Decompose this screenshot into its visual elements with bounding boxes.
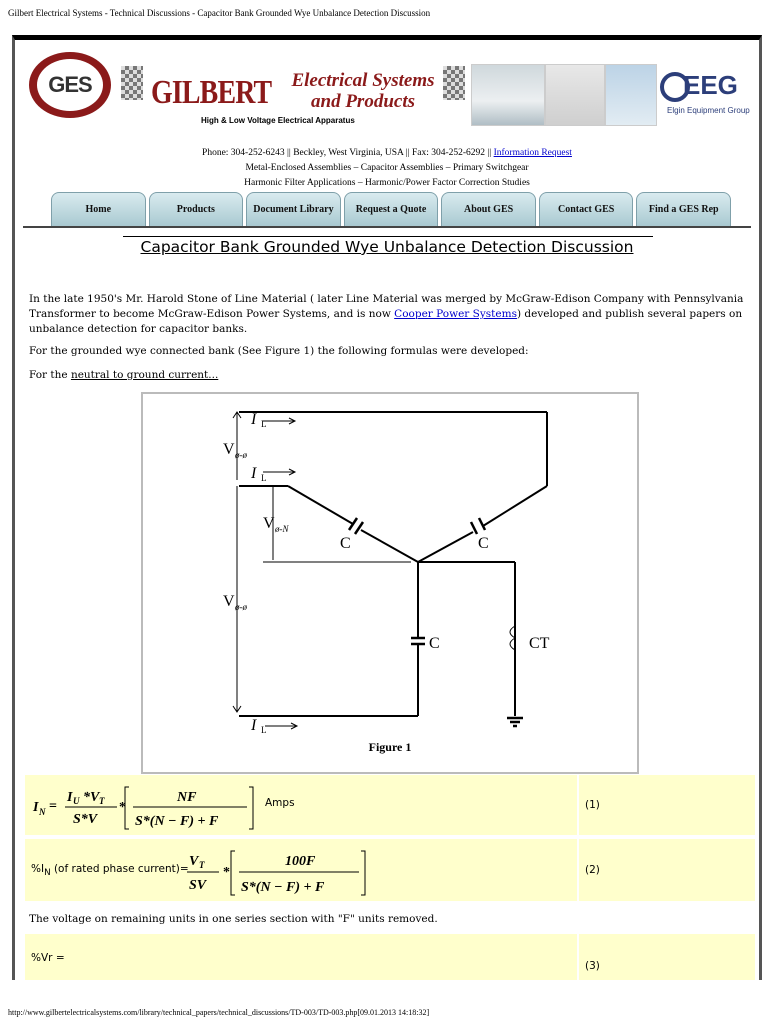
circuit-diagram xyxy=(143,394,637,734)
equation-2-formula xyxy=(185,839,525,901)
branch-left-bottom xyxy=(361,530,418,562)
equation-1 xyxy=(25,775,579,835)
brand-subtitle xyxy=(273,70,453,112)
neutral-current-heading xyxy=(29,368,753,383)
capacitor-photo xyxy=(545,64,605,126)
intro-text-a: In the late 1950's Mr. Harold Stone of Line Material ( later Line Material was merged by McGraw-Edison Company with Pennsylvania Transformer to become McGraw-Edison Power Systems, and is now xyxy=(29,293,744,320)
figure-1 xyxy=(141,392,639,774)
tab-products[interactable]: Products xyxy=(149,192,244,226)
formulas-intro: For the grounded wye connected bank (See Figure 1) the following formulas were developed: xyxy=(29,345,529,357)
cap-right-label: C xyxy=(478,535,489,552)
tab-contact[interactable]: Contact GES xyxy=(539,192,634,226)
cap-left-label: C xyxy=(340,535,351,552)
cap-left-plate-2 xyxy=(355,522,363,534)
vll-sub-main: ø-ø xyxy=(235,602,247,612)
tab-find-rep[interactable]: Find a GES Rep xyxy=(636,192,731,226)
svg-text:S*(N − F) + F: S*(N − F) + F xyxy=(135,814,219,829)
equation-2 xyxy=(25,839,579,901)
print-footer: http://www.gilbertelectricalsystems.com/library/technical_papers/technical_discussions/TD-003/TD-003.php[09.01.2013 14:18:32] xyxy=(8,1008,430,1017)
equation-3-number: (3) xyxy=(585,960,600,972)
vln-sub: ø-N xyxy=(275,524,289,534)
branch-right-bottom xyxy=(418,532,473,562)
cap-right-plate-1 xyxy=(479,518,485,530)
il-sub-top: L xyxy=(261,419,267,429)
svg-text:*: * xyxy=(223,865,230,880)
tab-home[interactable]: Home xyxy=(51,192,146,226)
vll-label-main: V xyxy=(223,593,235,610)
il-label-mid: I xyxy=(251,465,257,482)
contact-line-3: Harmonic Filter Applications – Harmonic/Power Factor Correction Studies xyxy=(244,178,530,188)
intro-paragraph xyxy=(29,292,753,337)
eq2-prefix: %I xyxy=(31,863,45,875)
cap-left-plate-1 xyxy=(349,518,357,530)
switchgear-photo xyxy=(471,64,545,126)
checker-decoration-right xyxy=(443,66,465,100)
svg-text:*V: *V xyxy=(83,790,100,805)
svg-text:V: V xyxy=(189,854,199,869)
svg-text:U: U xyxy=(73,796,80,806)
contact-info xyxy=(15,146,759,191)
neutral-prefix: For the xyxy=(29,369,71,381)
checker-decoration-left xyxy=(121,66,143,100)
print-header: Gilbert Electrical Systems - Technical Discussions - Capacitor Bank Grounded Wye Unbalance Detection Discussion xyxy=(8,8,431,18)
nav-underline xyxy=(23,226,751,228)
equation-3-label: %Vr = xyxy=(31,952,65,964)
contact-line-2: Metal-Enclosed Assemblies – Capacitor Assemblies – Primary Switchgear xyxy=(245,163,529,173)
substation-photo xyxy=(605,64,657,126)
page-title: Capacitor Bank Grounded Wye Unbalance Detection Discussion xyxy=(140,238,634,256)
brand-subtitle-line1: Electrical Systems xyxy=(291,70,435,91)
main-nav xyxy=(51,192,731,226)
svg-text:S*(N − F) + F: S*(N − F) + F xyxy=(241,880,325,895)
intro-text-b: ) developed and publish several papers on unbalance detection for capacitor banks. xyxy=(29,308,743,335)
branch-right-top xyxy=(483,486,547,526)
cap-center-label: C xyxy=(429,635,440,652)
equation-1-unit: Amps xyxy=(265,797,295,809)
svg-text:=: = xyxy=(49,799,57,814)
ges-logo-text: GES xyxy=(37,59,103,111)
contact-line-1 xyxy=(15,146,759,161)
eeg-logo-text: EEG xyxy=(683,70,738,100)
eq2-sub: N xyxy=(44,868,51,879)
tab-request-quote[interactable]: Request a Quote xyxy=(344,192,439,226)
equation-row-3 xyxy=(25,934,755,980)
vln-label: V xyxy=(263,515,275,532)
brand-subtitle-line2: and Products xyxy=(311,91,415,112)
cooper-power-link[interactable]: Cooper Power Systems xyxy=(394,308,517,320)
vll-sub-top: ø-ø xyxy=(235,450,247,460)
brand-name: GILBERT xyxy=(151,74,272,111)
svg-text:SV: SV xyxy=(189,878,207,893)
ct-label: CT xyxy=(529,635,550,652)
equation-3 xyxy=(25,934,579,980)
vll-label-top: V xyxy=(223,441,235,458)
il-label-top: I xyxy=(251,411,257,428)
neutral-underlined: neutral to ground current... xyxy=(70,369,219,381)
tab-about[interactable]: About GES xyxy=(441,192,536,226)
svg-text:*: * xyxy=(119,800,126,815)
equation-2-label xyxy=(31,863,189,878)
remaining-units-text: The voltage on remaining units in one series section with "F" units removed. xyxy=(29,913,438,925)
svg-text:100F: 100F xyxy=(285,854,316,869)
eeg-subtitle: Elgin Equipment Group xyxy=(667,106,750,115)
eq2-suffix: (of rated phase current)= xyxy=(50,863,189,875)
equation-1-number: (1) xyxy=(585,799,600,811)
equation-row-2 xyxy=(25,839,755,901)
figure-caption: Figure 1 xyxy=(368,740,412,754)
svg-text:T: T xyxy=(199,860,205,870)
svg-text:S*V: S*V xyxy=(73,812,98,827)
svg-text:I: I xyxy=(33,800,39,815)
equation-row-1 xyxy=(25,775,755,835)
il-sub-bottom: L xyxy=(261,725,267,734)
site-banner xyxy=(23,44,751,134)
information-request-link[interactable]: Information Request xyxy=(493,148,572,158)
il-sub-mid: L xyxy=(261,473,267,483)
equation-2-number: (2) xyxy=(585,864,600,876)
il-label-bottom: I xyxy=(251,717,257,734)
tagline: High & Low Voltage Electrical Apparatus xyxy=(201,116,355,125)
svg-text:I: I xyxy=(67,790,73,805)
svg-text:N: N xyxy=(39,807,46,817)
ges-logo[interactable] xyxy=(29,52,111,118)
branch-left-top xyxy=(288,486,353,524)
svg-text:T: T xyxy=(99,796,105,806)
contact-phone-fax: Phone: 304-252-6243 || Beckley, West Virginia, USA || Fax: 304-252-6292 || xyxy=(202,148,494,158)
tab-document-library[interactable]: Document Library xyxy=(246,192,341,226)
page-frame xyxy=(12,35,762,980)
svg-text:NF: NF xyxy=(177,790,197,805)
title-rule xyxy=(123,236,653,237)
